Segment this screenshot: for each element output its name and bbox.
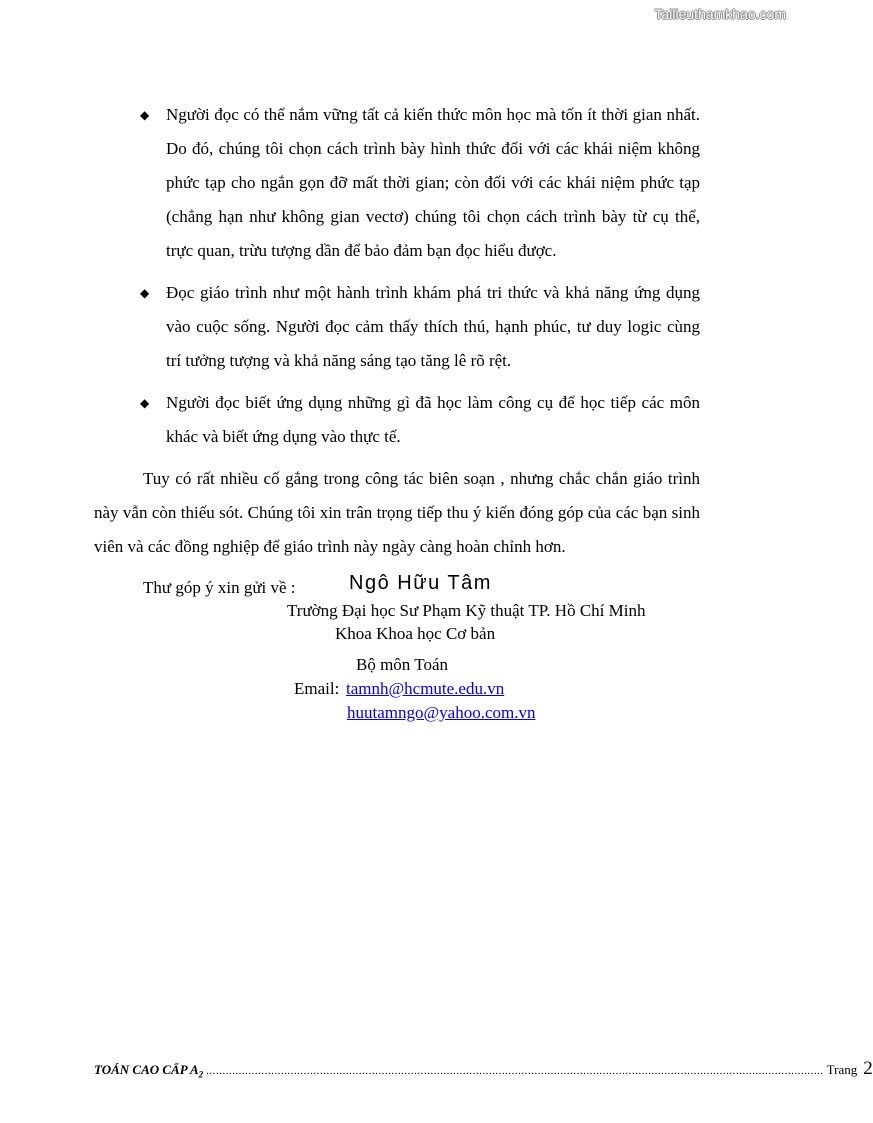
diamond-bullet-icon: ◆ (140, 108, 150, 122)
email-link-primary[interactable]: tamnh@hcmute.edu.vn (346, 679, 505, 698)
email-label: Email: (294, 679, 340, 698)
list-item (140, 386, 700, 454)
bullet-text: Đọc giáo trình như một hành trình khám phá tri thức và khả năng ứng dụng vào cuộc sống. Người đọc cảm thấy thích thú, hạnh phúc, tư duy logic cùng trí tưởng tượng và khả năng sáng tạo tăng lê rõ rệt. (166, 283, 700, 370)
bullet-list (140, 98, 700, 462)
page-footer (94, 1058, 873, 1080)
list-item (140, 98, 700, 268)
author-name: Ngô Hữu Tâm (349, 572, 492, 594)
department-name: Bộ môn Toán (356, 655, 448, 674)
watermark: Tailieuthamkhao.com (654, 6, 786, 22)
footer-title: TOÁN CAO CẤP $A_2$ (94, 1062, 204, 1080)
page-number: 2 (863, 1058, 873, 1079)
bullet-text: Người đọc có thể nắm vững tất cả kiến thức môn học mà tốn ít thời gian nhất. Do đó, chúng tôi chọn cách trình bày hình thức đối với các khái niệm không phức tạp cho ngắn gọn đỡ mất thời gian; còn đối với các khái niệm phức tạp (chẳng hạn như không gian vectơ) chúng tôi chọn cách trình bày từ cụ thể, trực quan, trừu tượng dần để bảo đảm bạn đọc hiểu được. (166, 105, 700, 260)
page-label: Trang (826, 1062, 858, 1077)
diamond-bullet-icon: ◆ (140, 286, 150, 300)
faculty-name: Khoa Khoa học Cơ bản (335, 624, 496, 643)
list-item (140, 276, 700, 378)
footer-leader-dots: .............................................................................................................................................................................................. (206, 1065, 824, 1077)
diamond-bullet-icon: ◆ (140, 396, 150, 410)
school-name: Trường Đại học Sư Phạm Kỹ thuật TP. Hồ Chí Minh (287, 601, 646, 620)
closing-paragraph: Tuy có rất nhiều cố gắng trong công tác biên soạn , nhưng chắc chắn giáo trình này vẫn còn thiếu sót. Chúng tôi xin trân trọng tiếp thu ý kiến đóng góp của các bạn sinh viên và các đồng nghiệp để giáo trình này ngày càng hoàn chỉnh hơn. (94, 469, 700, 556)
contact-intro: Thư góp ý xin gửi về : (143, 578, 296, 597)
email-link-secondary[interactable]: huutamngo@yahoo.com.vn (347, 703, 536, 722)
bullet-text: Người đọc biết ứng dụng những gì đã học làm công cụ để học tiếp các môn khác và biết ứng dụng vào thực tế. (166, 393, 700, 446)
